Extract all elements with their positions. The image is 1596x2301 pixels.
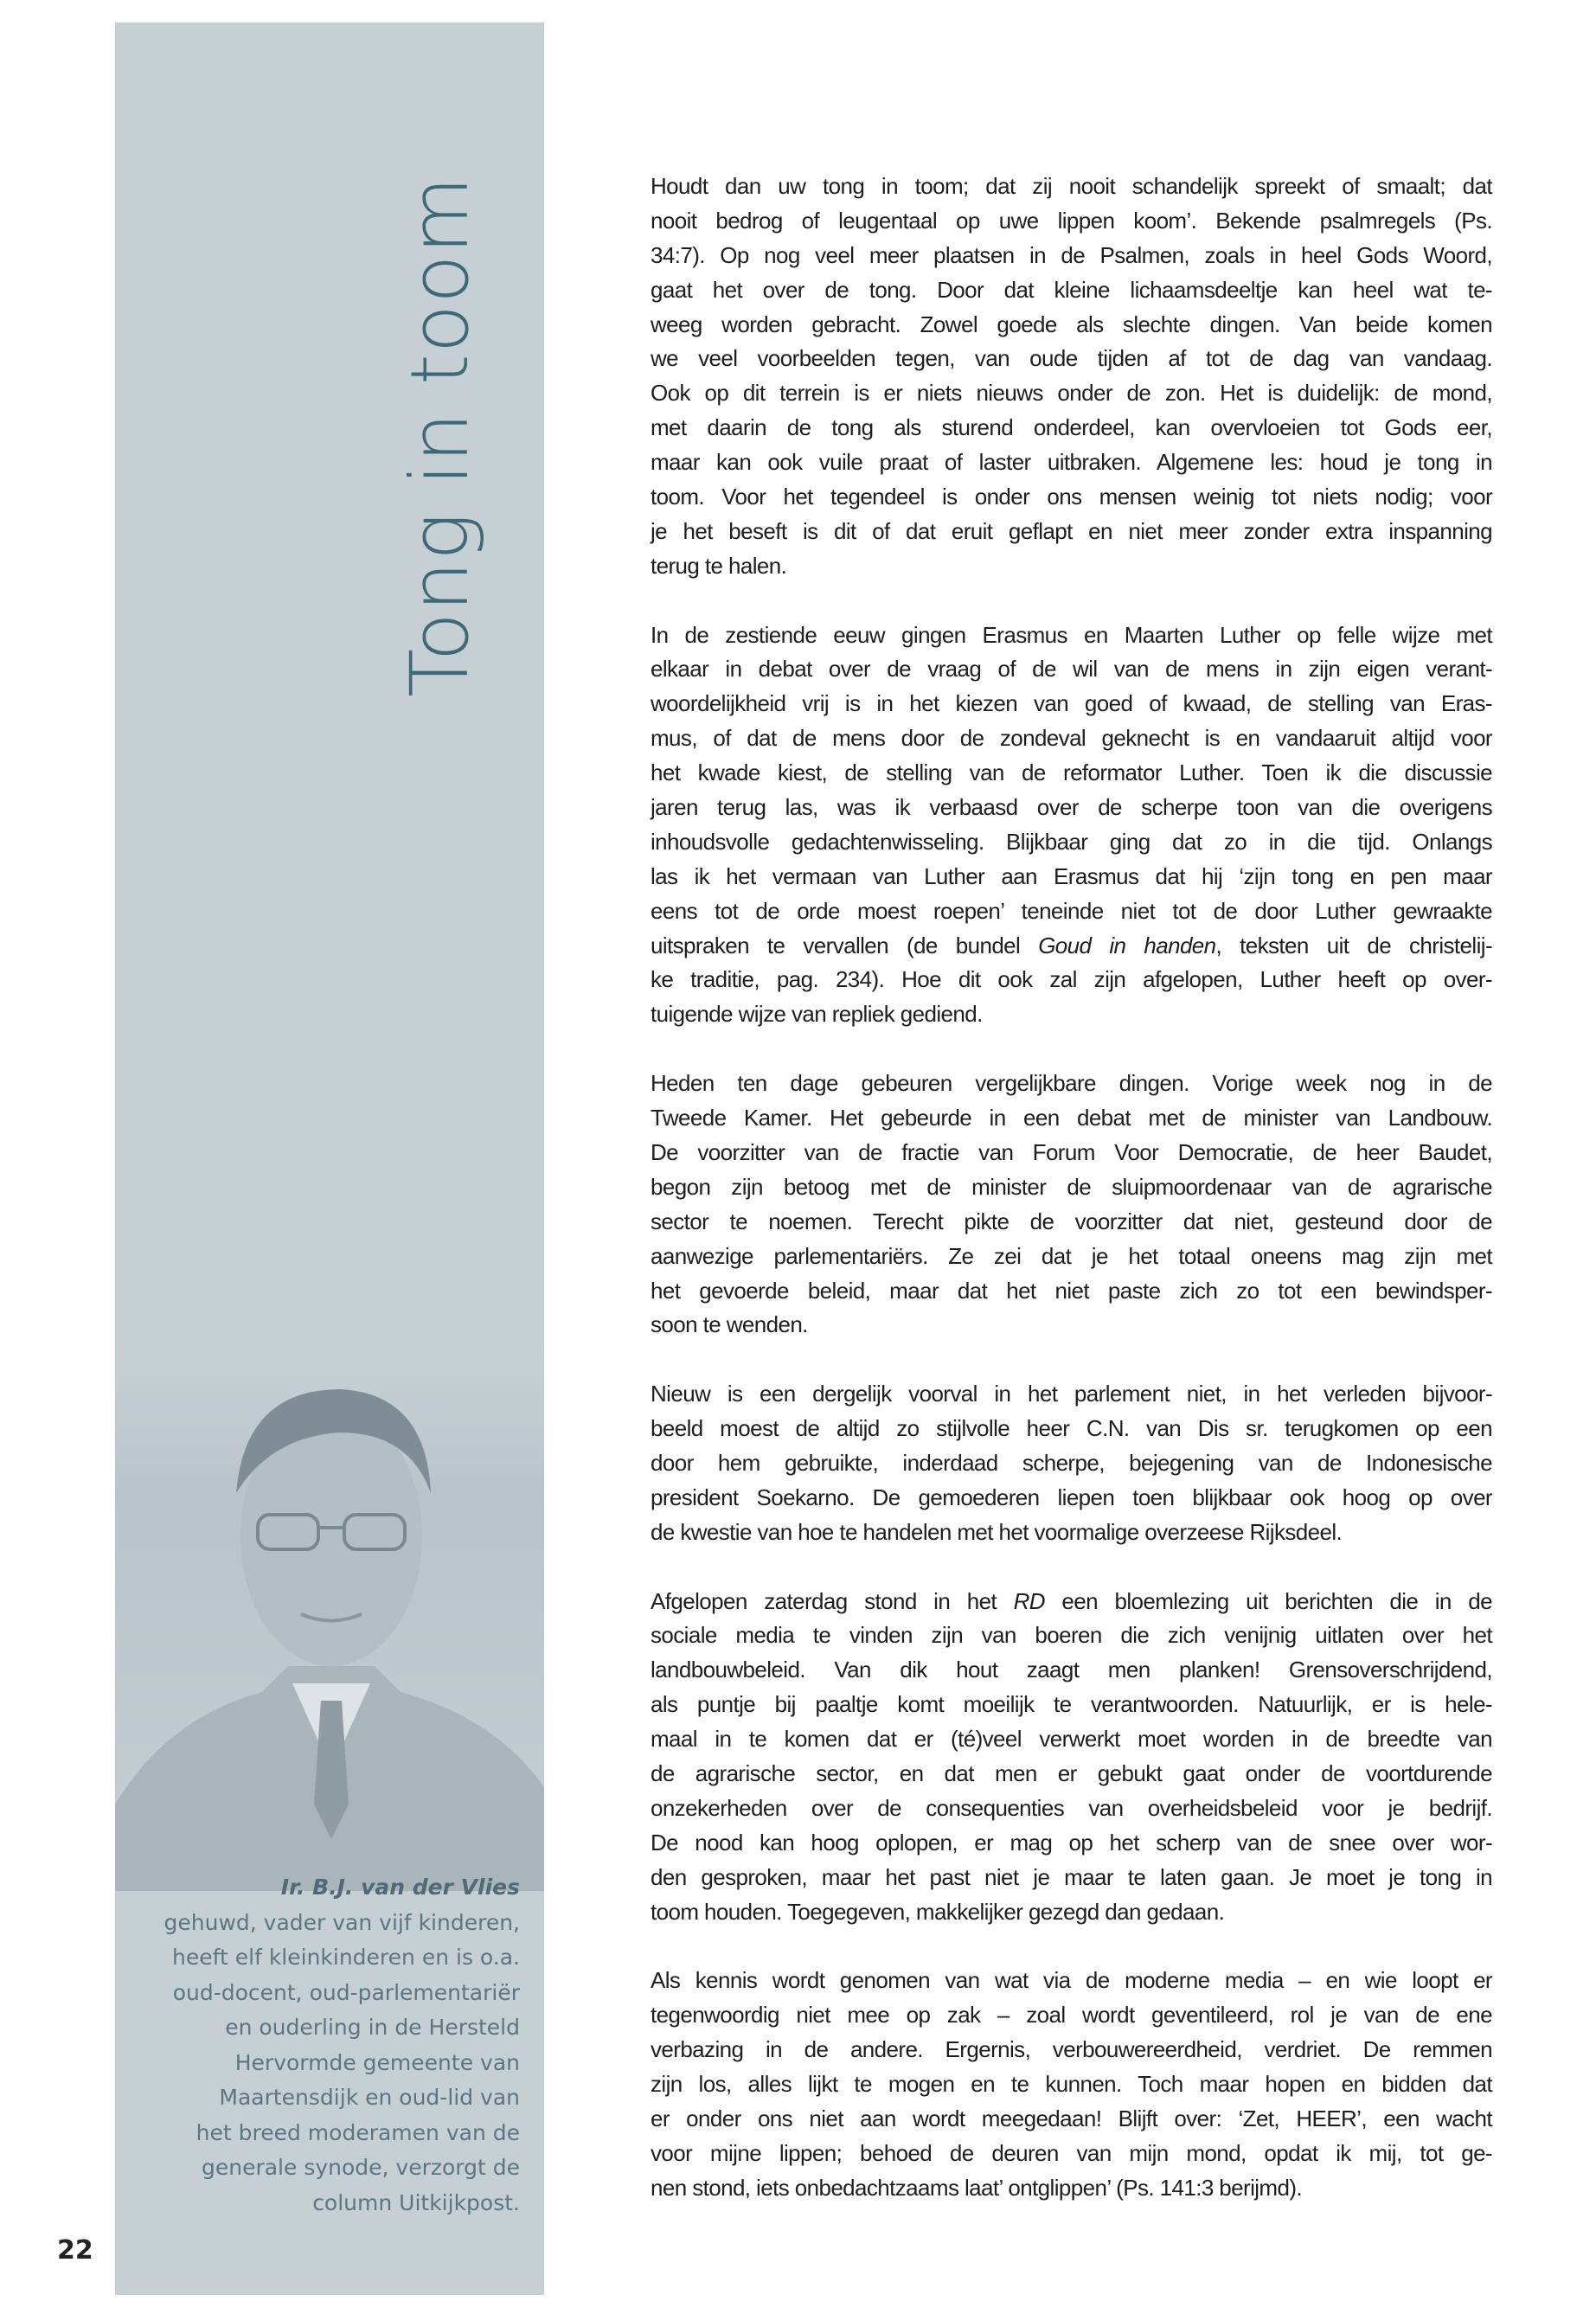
text-line: het kwade kiest, de stelling van de reformator Luther. Toen ik die discussie: [651, 760, 1492, 786]
paragraph: [651, 1585, 1492, 1930]
text-line: tuigende wijze van repliek gediend.: [651, 1001, 983, 1028]
paragraph: [651, 1377, 1492, 1549]
author-bio-line: heeft elf kleinkinderen en is o.a.: [172, 1945, 520, 1970]
author-bio: [164, 1906, 521, 2221]
text-line: Als kennis wordt genomen van wat via de moderne media – en wie loopt er: [651, 1967, 1492, 1994]
text-line: verbazing in de andere. Ergernis, verbouwereerdheid, verdriet. De remmen: [651, 2036, 1492, 2063]
text-line: Tweede Kamer. Het gebeurde in een debat met de minister van Landbouw.: [651, 1105, 1492, 1131]
text-line: mus, of dat de mens door de zondeval geknecht is en vandaaruit altijd voor: [651, 725, 1492, 752]
page-number: 22: [57, 2235, 93, 2266]
text-line: beeld moest de altijd zo stijlvolle heer C.N. van Dis sr. terugkomen op een: [651, 1415, 1492, 1442]
text-line: inhoudsvolle gedachtenwisseling. Blijkbaar ging dat zo in die tijd. Onlangs: [651, 828, 1492, 855]
author-caption: [164, 1870, 521, 2221]
text-line: als puntje bij paaltje komt moeilijk te verantwoorden. Natuurlijk, er is hele-: [651, 1691, 1492, 1718]
text-line: gaat het over de tong. Door dat kleine lichaamsdeeltje kan heel wat te-: [651, 276, 1492, 303]
text-line: soon te wenden.: [651, 1311, 808, 1338]
text-line: door hem gebruikte, inderdaad scherpe, bejegening van de Indonesische: [651, 1449, 1492, 1476]
text-line: las ik het vermaan van Luther aan Erasmus dat hij ‘zijn tong en pen maar: [651, 862, 1492, 889]
text-line: Nieuw is een dergelijk voorval in het parlement niet, in het verleden bijvoor-: [651, 1381, 1492, 1407]
text-line: de kwestie van hoe te handelen met het voormalige overzeese Rijksdeel.: [651, 1518, 1343, 1545]
text-line: begon zijn betoog met de minister de sluipmoordenaar van de agrarische: [651, 1173, 1492, 1200]
paragraph: [651, 170, 1492, 584]
text-line: elkaar in debat over de vraag of de wil van de mens in zijn eigen verant-: [651, 656, 1492, 683]
author-bio-line: Maartensdijk en oud-lid van: [219, 2085, 520, 2110]
author-portrait: [115, 1320, 544, 1891]
text-line: nooit bedrog of leugentaal op uwe lippen koom’. Bekende psalmregels (Ps.: [651, 207, 1492, 234]
text-line: landbouwbeleid. Van dik hout zaagt men planken! Grensoverschrijdend,: [651, 1657, 1492, 1683]
text-line: we veel voorbeelden tegen, van oude tijden af tot de dag van vandaag.: [651, 345, 1492, 372]
text-line: uitspraken te vervallen (de bundel Goud in handen, teksten uit de christelij-: [651, 932, 1492, 958]
text-line: sector te noemen. Terecht pikte de voorzitter dat niet, gesteund door de: [651, 1208, 1492, 1234]
text-line: nen stond, iets onbedachtzaams laat’ ontglippen’ (Ps. 141:3 berijmd).: [651, 2174, 1303, 2201]
author-bio-line: gehuwd, vader van vijf kinderen,: [163, 1909, 520, 1935]
author-bio-line: generale synode, verzorgt de: [201, 2155, 520, 2180]
text-line: 34:7). Op nog veel meer plaatsen in de Psalmen, zoals in heel Gods Woord,: [651, 241, 1492, 268]
text-line: zijn los, alles lijkt te mogen en te kunnen. Toch maar hopen en bidden dat: [651, 2070, 1492, 2097]
text-line: ke traditie, pag. 234). Hoe dit ook zal zijn afgelopen, Luther heeft op over-: [651, 966, 1492, 993]
italic-title: Goud in handen: [1038, 932, 1216, 958]
paragraph: [651, 1067, 1492, 1343]
author-bio-line: en ouderling in de Hersteld: [225, 2015, 520, 2040]
text-line: toom. Voor het tegendeel is onder ons mensen weinig tot niets nodig; voor: [651, 484, 1492, 510]
sidebar-panel: [115, 22, 544, 2295]
text-line: weeg worden gebracht. Zowel goede als slechte dingen. Van beide komen: [651, 311, 1492, 337]
author-bio-line: column Uitkijkpost.: [312, 2189, 520, 2215]
text-line: Heden ten dage gebeuren vergelijkbare dingen. Vorige week nog in de: [651, 1070, 1492, 1097]
text-line: onzekerheden over de consequenties van overheidsbeleid voor je bedrijf.: [651, 1794, 1492, 1821]
text-line: Ook op dit terrein is er niets nieuws onder de zon. Het is duidelijk: de mond,: [651, 380, 1492, 407]
text-line: Houdt dan uw tong in toom; dat zij nooit schandelijk spreekt of smaalt; dat: [651, 173, 1492, 199]
text-line: woordelijkheid vrij is in het kiezen van goed of kwaad, de stelling van Eras-: [651, 690, 1492, 717]
text-line: het gevoerde beleid, maar dat het niet paste zich zo tot een bewindsper-: [651, 1277, 1492, 1304]
italic-title: RD: [1013, 1587, 1045, 1614]
text-line: aanwezige parlementariërs. Ze zei dat je het totaal oneens mag zijn met: [651, 1242, 1492, 1269]
text-line: met daarin de tong als sturend onderdeel, kan overvloeien tot Gods eer,: [651, 414, 1492, 441]
paragraph: [651, 619, 1492, 1033]
text-line: sociale media te vinden zijn van boeren die zich venijnig uitlaten over het: [651, 1622, 1492, 1649]
text-line: jaren terug las, was ik verbaasd over de scherpe toon van die overigens: [651, 794, 1492, 821]
text-line: maar kan ook vuile praat of laster uitbraken. Algemene les: houd je tong in: [651, 449, 1492, 476]
text-line: In de zestiende eeuw gingen Erasmus en Maarten Luther op felle wijze met: [651, 621, 1492, 648]
paragraph: [651, 1964, 1492, 2205]
text-line: terug te halen.: [651, 552, 787, 579]
text-line: den gesproken, maar het past niet je maar te laten gaan. Je moet je tong in: [651, 1863, 1492, 1890]
author-name: Ir. B.J. van der Vlies: [280, 1875, 520, 1900]
text-line: De voorzitter van de fractie van Forum Voor Democratie, de heer Baudet,: [651, 1138, 1492, 1165]
text-line: Afgelopen zaterdag stond in het RD een bloemlezing uit berichten die in de: [651, 1587, 1493, 1614]
text-line: tegenwoordig niet mee op zak – zoal wordt geventileerd, rol je van de ene: [651, 2002, 1492, 2029]
article-body: [651, 170, 1492, 2240]
author-bio-line: Hervormde gemeente van: [234, 2049, 520, 2075]
article-title: Tong in toom: [394, 176, 486, 697]
text-line: de agrarische sector, en dat men er gebukt gaat onder de voortdurende: [651, 1759, 1492, 1786]
text-line: De nood kan hoog oplopen, er mag op het scherp van de snee over wor-: [651, 1829, 1492, 1856]
text-line: eens tot de orde moest roepen’ teneinde niet tot de door Luther gewraakte: [651, 897, 1492, 924]
text-line: toom houden. Toegegeven, makkelijker gezegd dan gedaan.: [651, 1898, 1225, 1925]
author-bio-line: het breed moderamen van de: [195, 2119, 520, 2145]
text-line: maal in te komen dat er (té)veel verwerkt moet worden in de breedte van: [651, 1726, 1492, 1753]
text-line: voor mijne lippen; behoed de deuren van mijn mond, opdat ik mij, tot ge-: [651, 2139, 1492, 2166]
text-line: president Soekarno. De gemoederen liepen toen blijkbaar ook hoog op over: [651, 1484, 1492, 1510]
text-line: er onder ons niet aan wordt meegedaan! Blijft over: ‘Zet, HEER’, een wacht: [651, 2105, 1492, 2131]
text-line: je het beseft is dit of dat eruit geflapt en niet meer zonder extra inspanning: [651, 517, 1492, 544]
author-bio-line: oud-docent, oud-parlementariër: [172, 1979, 520, 2005]
